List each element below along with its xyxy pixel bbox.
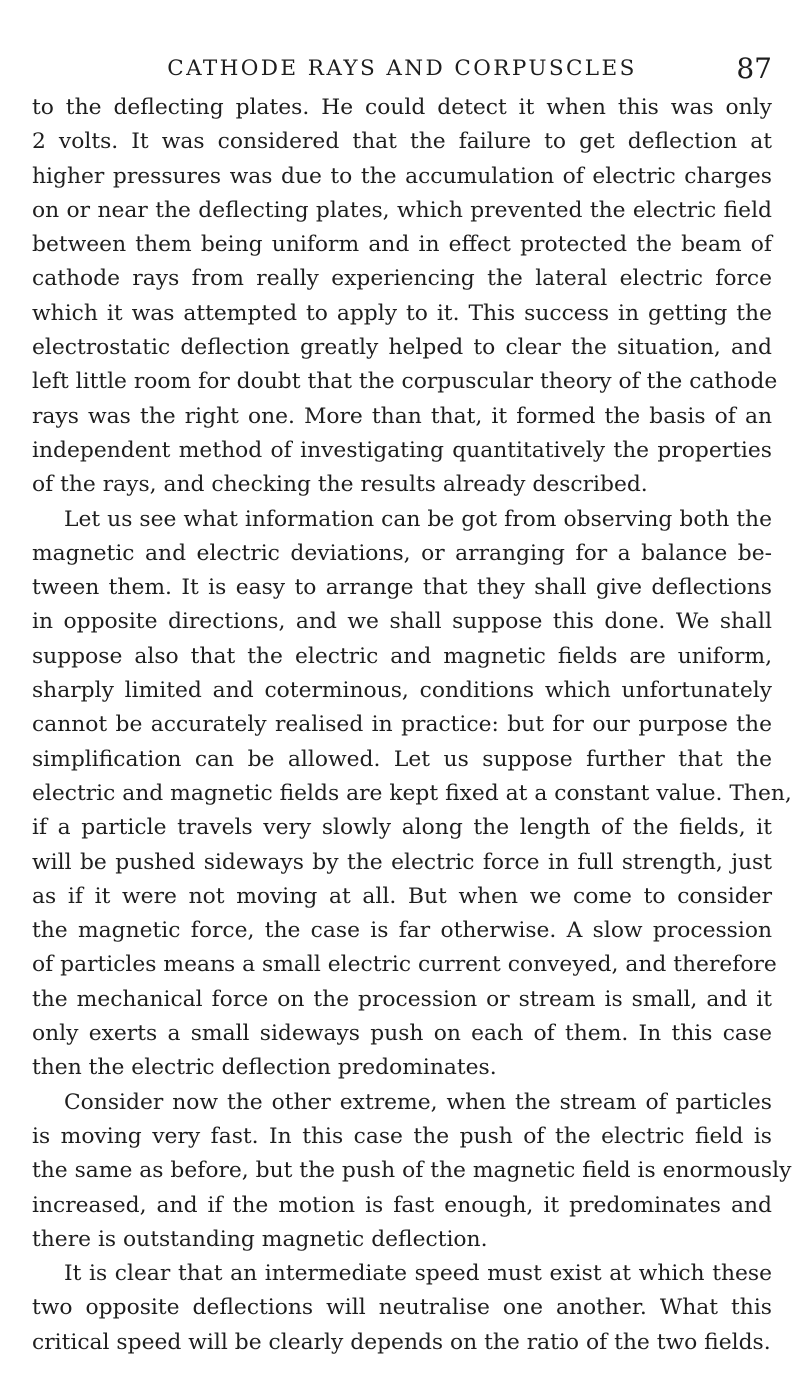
text-line: higher pressures was due to the accumulation of electric charges xyxy=(32,163,772,189)
text-line: electric and magnetic fields are kept fixed at a constant value. Then, xyxy=(32,780,792,806)
text-line: the same as before, but the push of the magnetic field is enormously xyxy=(32,1158,792,1184)
paragraph xyxy=(32,91,778,503)
text-line: the magnetic force, the case is far otherwise. A slow procession xyxy=(32,918,772,944)
text-line: It is clear that an intermediate speed must exist at which these xyxy=(64,1261,772,1287)
running-title: CATHODE RAYS AND CORPUSCLES xyxy=(167,56,637,81)
text-line: as if it were not moving at all. But when we come to consider xyxy=(32,883,772,909)
text-line: electrostatic deflection greatly helped to clear the situation, and xyxy=(32,335,772,361)
text-line: which it was attempted to apply to it. This success in getting the xyxy=(32,300,772,326)
text-line: two opposite deflections will neutralise one another. What this xyxy=(32,1295,772,1321)
text-line: magnetic and electric deviations, or arranging for a balance be- xyxy=(32,540,772,566)
text-line: rays was the right one. More than that, it formed the basis of an xyxy=(32,403,772,429)
paragraph xyxy=(32,503,792,1086)
text-line: of particles means a small electric current conveyed, and therefore xyxy=(32,952,777,978)
text-line: Let us see what information can be got from observing both the xyxy=(64,506,772,532)
text-line: between them being uniform and in effect protected the beam of xyxy=(32,232,772,258)
text-line: on or near the deflecting plates, which prevented the electric field xyxy=(32,197,772,223)
paragraph xyxy=(32,1257,772,1360)
text-line: will be pushed sideways by the electric force in full strength, just xyxy=(32,849,772,875)
text-line: independent method of investigating quantitatively the properties xyxy=(32,437,772,463)
text-line: if a particle travels very slowly along the length of the fields, it xyxy=(32,815,772,841)
text-line: Consider now the other extreme, when the stream of particles xyxy=(64,1089,772,1115)
text-line: only exerts a small sideways push on each of them. In this case xyxy=(32,1021,772,1047)
text-line: 2 volts. It was considered that the failure to get deflection at xyxy=(32,129,772,155)
text-line: increased, and if the motion is fast enough, it predominates and xyxy=(32,1192,772,1218)
text-line: cathode rays from really experiencing the lateral electric force xyxy=(32,266,772,292)
text-line: the mechanical force on the procession or stream is small, and it xyxy=(32,986,772,1012)
text-line: sharply limited and coterminous, conditions which unfortunately xyxy=(32,678,772,704)
page-number: 87 xyxy=(736,52,772,85)
paragraph xyxy=(32,1086,792,1257)
text-line: simplification can be allowed. Let us suppose further that the xyxy=(32,746,772,772)
text-line: critical speed will be clearly depends on the ratio of the two fields. xyxy=(32,1329,771,1355)
text-line: there is outstanding magnetic deflection. xyxy=(32,1226,488,1252)
running-head xyxy=(32,52,772,88)
text-line: left little room for doubt that the corpuscular theory of the cathode xyxy=(32,369,778,395)
text-line: then the electric deflection predominates. xyxy=(32,1055,497,1081)
text-line: cannot be accurately realised in practice: but for our purpose the xyxy=(32,712,772,738)
text-line: tween them. It is easy to arrange that they shall give deflections xyxy=(32,575,772,601)
text-line: to the deflecting plates. He could detect it when this was only xyxy=(32,95,772,120)
text-line: is moving very fast. In this case the push of the electric field is xyxy=(32,1123,772,1149)
body-text xyxy=(32,91,792,1360)
text-line: in opposite directions, and we shall suppose this done. We shall xyxy=(32,609,772,635)
text-line: of the rays, and checking the results already described. xyxy=(32,472,648,498)
text-line: suppose also that the electric and magnetic fields are uniform, xyxy=(32,643,772,669)
